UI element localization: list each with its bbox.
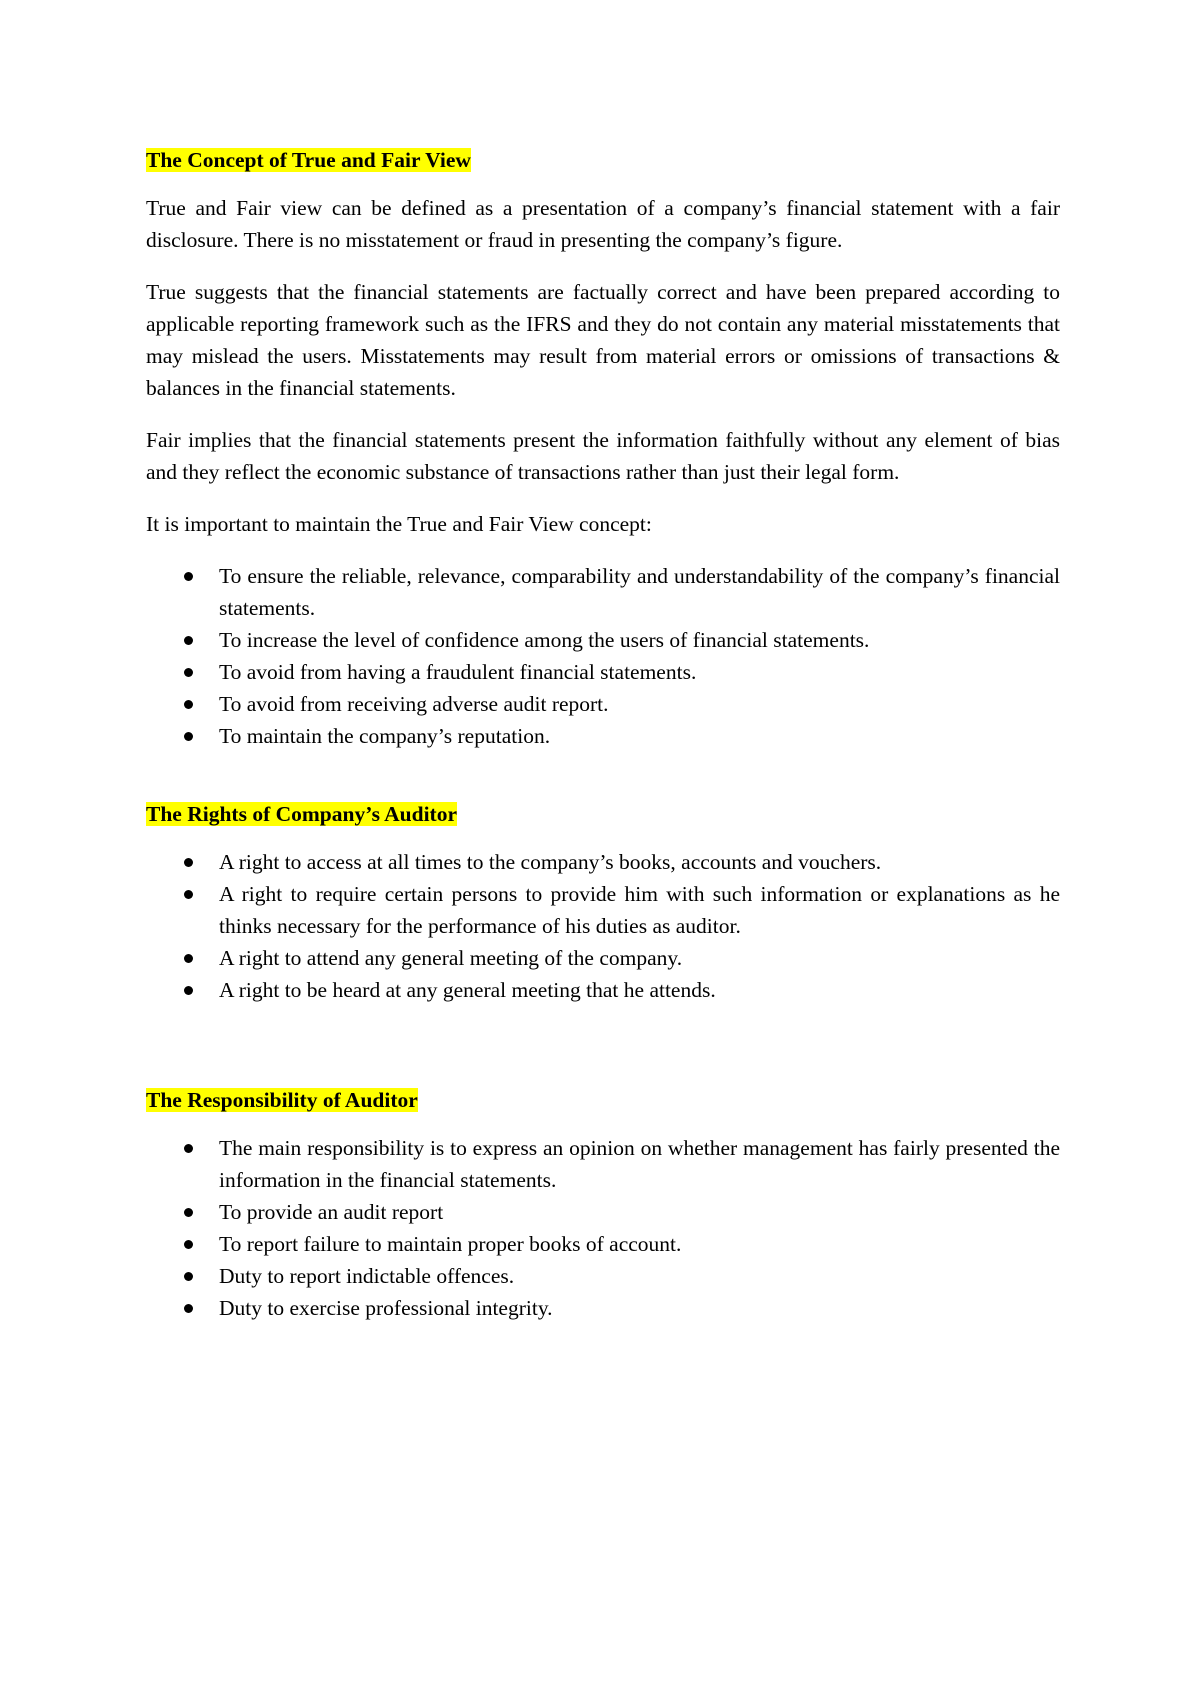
list-item [146,720,1060,752]
list-item-text: The main responsibility is to express an opinion on whether management has fairly presented the information in the financial statements. [219,1136,1060,1192]
bullet-list-importance [146,560,1060,752]
list-item [146,1228,1060,1260]
bullet-icon [184,1304,193,1313]
list-item [146,656,1060,688]
section-heading-auditor-responsibility [146,1084,1060,1116]
bullet-icon [184,572,193,581]
list-item-text: To maintain the company’s reputation. [219,724,551,748]
list-item-text: To avoid from receiving adverse audit report. [219,692,609,716]
list-item [146,688,1060,720]
bullet-icon [184,1272,193,1281]
heading-highlight: The Rights of Company’s Auditor [146,802,457,826]
list-item [146,846,1060,878]
heading-highlight: The Responsibility of Auditor [146,1088,418,1112]
paragraph-definition: True and Fair view can be defined as a presentation of a company’s financial statement with a fair disclosure. There is no misstatement or fraud in presenting the company’s figure. [146,196,1060,252]
list-item-text: Duty to report indictable offences. [219,1264,515,1288]
list-item [146,1292,1060,1324]
list-item-text: A right to attend any general meeting of the company. [219,946,683,970]
heading-highlight: The Concept of True and Fair View [146,148,471,172]
list-item-text: Duty to exercise professional integrity. [219,1296,553,1320]
bullet-list-auditor-rights [146,846,1060,1006]
bullet-list-auditor-responsibility [146,1132,1060,1324]
section-heading-true-fair-view [146,144,1060,176]
bullet-icon [184,1240,193,1249]
bullet-icon [184,954,193,963]
list-item-text: To avoid from having a fraudulent financial statements. [219,660,697,684]
list-item-text: To report failure to maintain proper books of account. [219,1232,682,1256]
bullet-icon [184,890,193,899]
list-item [146,1196,1060,1228]
list-item-text: A right to require certain persons to provide him with such information or explanations as he thinks necessary for the performance of his duties as auditor. [219,882,1060,938]
list-item [146,560,1060,624]
paragraph-fair: Fair implies that the financial statements present the information faithfully without any element of bias and they reflect the economic substance of transactions rather than just their legal form. [146,428,1060,484]
list-item-text: To ensure the reliable, relevance, comparability and understandability of the company’s financial statements. [219,564,1060,620]
bullet-icon [184,986,193,995]
paragraph-importance: It is important to maintain the True and Fair View concept: [146,512,652,536]
bullet-icon [184,732,193,741]
list-item [146,974,1060,1006]
bullet-icon [184,858,193,867]
bullet-icon [184,636,193,645]
list-item [146,878,1060,942]
bullet-icon [184,700,193,709]
document-body [146,144,1060,1324]
list-item-text: To provide an audit report [219,1200,444,1224]
list-item-text: A right to be heard at any general meeting that he attends. [219,978,716,1002]
list-item-text: A right to access at all times to the company’s books, accounts and vouchers. [219,850,882,874]
list-item [146,942,1060,974]
bullet-icon [184,1208,193,1217]
section-heading-auditor-rights [146,798,1060,830]
list-item [146,1132,1060,1196]
list-item [146,1260,1060,1292]
list-item [146,624,1060,656]
bullet-icon [184,668,193,677]
list-item-text: To increase the level of confidence among the users of financial statements. [219,628,870,652]
paragraph-true: True suggests that the financial statements are factually correct and have been prepared according to applicable reporting framework such as the IFRS and they do not contain any material misstatements that may mislead the users. Misstatements may result from material errors or omissions of transactions & balances in the financial statements. [146,280,1060,400]
bullet-icon [184,1144,193,1153]
